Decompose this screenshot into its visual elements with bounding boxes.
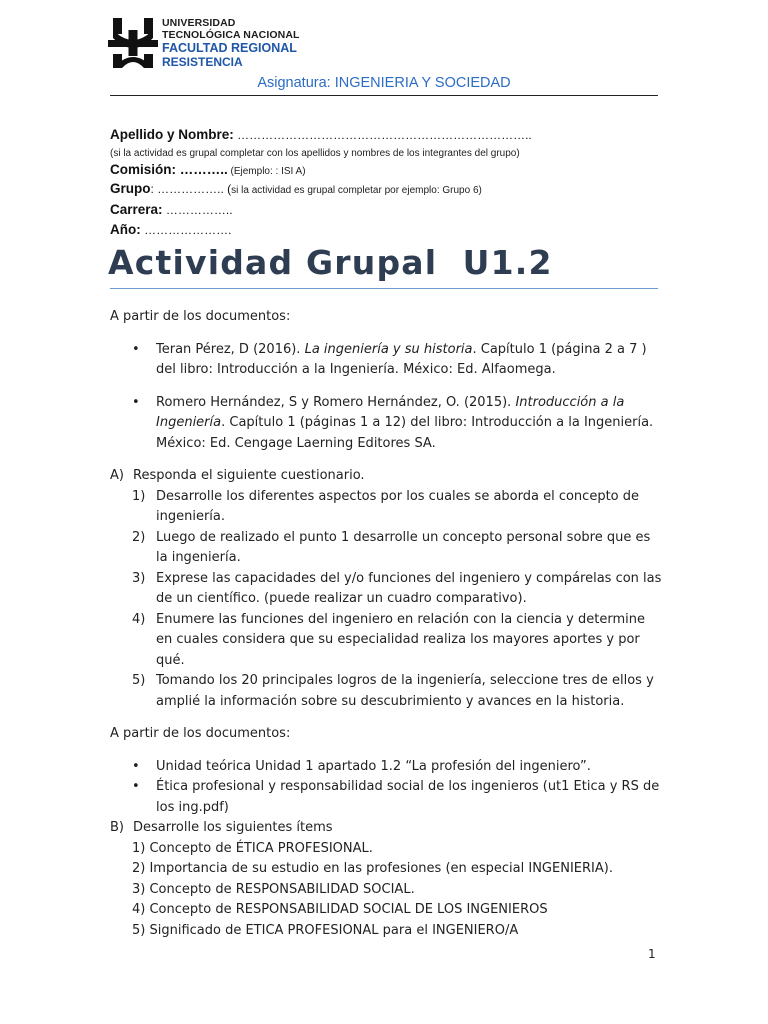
section-a-questions <box>110 487 662 713</box>
carrera-field[interactable]: …………….. <box>162 203 233 217</box>
grupo-field[interactable]: : …………….. ( <box>150 182 232 196</box>
intro-paragraph-2: A partir de los documentos: <box>110 726 291 741</box>
intro-paragraph-1: A partir de los documentos: <box>110 309 291 324</box>
anio-row <box>110 220 658 240</box>
bullet-icon: • <box>132 779 140 794</box>
page-title: Actividad Grupal U1.2 <box>108 243 553 282</box>
section-a-letter: A) <box>110 468 124 483</box>
list-item: 1) Desarrolle los diferentes aspectos por los cuales se aborda el concepto de ingeniería. <box>132 488 640 524</box>
carrera-row <box>110 200 658 220</box>
document-body <box>110 307 662 941</box>
documents-list-2 <box>110 757 662 819</box>
bullet-icon: • <box>132 394 140 410</box>
name-label: Apellido y Nombre: <box>110 127 234 142</box>
comision-note: (Ejemplo: : ISI A) <box>227 166 306 177</box>
page-number: 1 <box>648 947 656 961</box>
list-item: • Teran Pérez, D (2016). La ingeniería y su historia. Capítulo 1 (página 2 a 7 ) del libro: Introducción a la Ingeniería. México: Ed. Alfaomega. <box>132 341 647 377</box>
list-item: • Ética profesional y responsabilidad social de los ingenieros (ut1 Etica y RS de los ing.pdf) <box>132 779 660 815</box>
name-note: (si la actividad es grupal completar con los apellidos y nombres de los integrantes del grupo) <box>110 148 520 159</box>
section-b-heading: B) Desarrolle los siguientes ítems <box>110 818 662 839</box>
name-note-row <box>110 144 658 161</box>
title-divider <box>110 288 658 289</box>
documents-list-1 <box>110 340 662 455</box>
list-item: 2) Importancia de su estudio en las profesiones (en especial INGENIERIA). <box>132 861 613 876</box>
list-item: 5) Tomando los 20 principales logros de la ingeniería, seleccione tres de ellos y amplié la información sobre su descubrimiento y avances en la historia. <box>132 673 654 709</box>
grupo-row <box>110 180 658 200</box>
grupo-note: si la actividad es grupal completar por ejemplo: Grupo 6) <box>231 185 482 196</box>
list-item: • Romero Hernández, S y Romero Hernández, O. (2015). Introducción a la Ingeniería. Capítulo 1 (páginas 1 a 12) del libro: Introducción a la Ingeniería. México: Ed. Cengage Laerning Editores SA. <box>132 394 654 451</box>
bullet-icon: • <box>132 341 140 357</box>
name-field[interactable]: ……………………………………………………………….. <box>233 128 532 142</box>
subject-heading: Asignatura: INGENIERIA Y SOCIEDAD <box>257 75 511 91</box>
list-item: • Unidad teórica Unidad 1 apartado 1.2 “La profesión del ingeniero”. <box>110 757 662 778</box>
list-item: 3) Concepto de RESPONSABILIDAD SOCIAL. <box>132 881 415 897</box>
comision-label[interactable]: Comisión: ……….. <box>110 162 228 177</box>
section-b-letter: B) <box>110 820 124 835</box>
comision-row <box>110 161 658 180</box>
header-divider <box>110 95 658 96</box>
grupo-label: Grupo <box>110 181 151 196</box>
university-line-2: TECNOLÓGICA NACIONAL <box>162 29 300 41</box>
name-row <box>110 126 658 144</box>
list-item: 3) Exprese las capacidades del y/o funciones del ingeniero y compárelas con las de un científico. (puede realizar un cuadro comparativo). <box>132 570 662 606</box>
utn-logo-icon <box>108 16 158 70</box>
carrera-label: Carrera: <box>110 202 163 217</box>
section-a-heading: A) Responda el siguiente cuestionario. <box>110 466 662 487</box>
anio-field[interactable]: …………………. <box>140 223 232 237</box>
section-b-items <box>110 839 662 942</box>
list-item: 5) Significado de ETICA PROFESIONAL para el INGENIERO/A <box>132 922 519 938</box>
list-item: 4) Concepto de RESPONSABILIDAD SOCIAL DE LOS INGENIEROS <box>132 902 548 917</box>
list-item: 4) Enumere las funciones del ingeniero en relación con la ciencia y determine en cuales considera que su especialidad realiza los mayores aportes y por qué. <box>132 611 645 668</box>
institution-block <box>162 17 300 69</box>
faculty-line-2: RESISTENCIA <box>162 55 243 69</box>
bullet-icon: • <box>132 758 140 774</box>
faculty-line-1: FACULTAD REGIONAL <box>162 41 297 55</box>
list-item: 2) Luego de realizado el punto 1 desarrolle un concepto personal sobre que es la ingeniería. <box>132 529 651 565</box>
student-info <box>110 126 658 240</box>
university-line-1: UNIVERSIDAD <box>162 17 236 29</box>
list-item: 1) Concepto de ÉTICA PROFESIONAL. <box>132 840 373 856</box>
anio-label: Año: <box>110 222 141 237</box>
